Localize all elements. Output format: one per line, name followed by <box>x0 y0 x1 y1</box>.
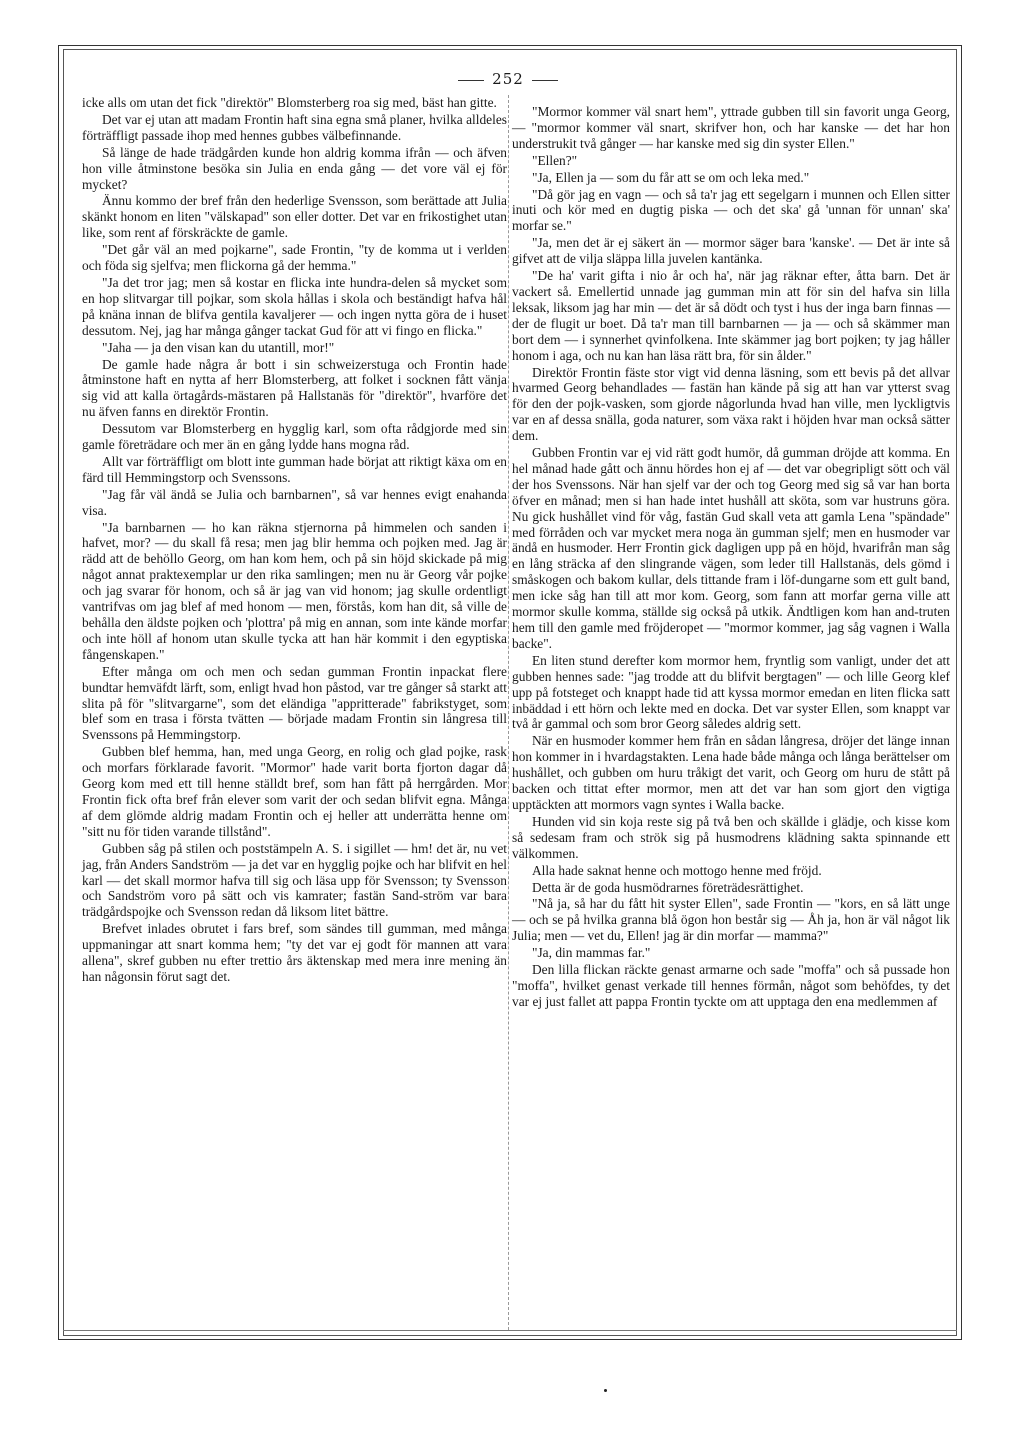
paragraph: "Ja det tror jag; men så kostar en flicka inte hundra-delen så mycket som en hop slitvargar till pojkar, som skola hållas i skola och beständigt hafva hål på knäna innan de blifva gentila kavaljerer — och ingen nytta göra de i huset dessutom. Nej, jag har många gånger tackat Gud för att vi fingo en flicka." <box>82 274 507 338</box>
paragraph: Gubben blef hemma, han, med unga Georg, en rolig och glad pojke, rask och morfars förklarade favorit. "Mormor" hade varit borta fjorton dagar då Georg kom med ett till henne ställdt bref, som han fått på herrgården. Mor Frontin fick ofta bref från elever som varit der och sedan blifvit egna. Många af dem glömde aldrig madam Frontin och ej heller att underrätta henne om "sitt nu för tiden varande tillstånd". <box>82 744 507 839</box>
paragraph: Efter många om och men och sedan gumman Frontin inpackat flere bundtar hemväfdt lärft, som, enligt hvad hon påstod, var tre gånger så starkt att slita på för "slitvargarne", som det eländiga "appritterade" fabrikstyget, som blef som en trasa i första tvätten — började madam Frontin sin långresa till Svenssons på Hemmingstorp. <box>82 663 507 743</box>
paragraph: "De ha' varit gifta i nio år och ha', när jag räknar efter, åtta barn. Det är vackert så. Emellertid unnade jag gumman min att för sin del hafva sin lilla leksak, liksom jag har min — det är så dödt och tyst i hus der inga barn finnas — der de flugit ur boet. Då ta'r man till barnbarnen — ja — och så skämmer man bort dem — i synnerhet qvinfolkena. Inte skämmer jag bort pojken; ty jag håller honom i aga, och nu kan han läsa rätt bra, för sin ålder." <box>512 268 950 363</box>
dash-left <box>458 80 484 81</box>
paragraph: Det var ej utan att madam Frontin haft sina egna små planer, hvilka alldeles förträffligt passade ihop med hennes gubbes välbefinnande. <box>82 111 507 143</box>
paragraph: "Ja, din mammas far." <box>532 945 651 961</box>
page-number-header <box>0 70 1016 88</box>
paragraph: "Ja, Ellen ja — som du får att se om och leka med." <box>532 169 810 185</box>
paragraph: När en husmoder kommer hem från en sådan långresa, dröjer det länge innan hon kommer in i hvardagstakten. Lena hade både många och långa berättelser om hushållet, och gubben om huru tråkigt det varit, och Georg om huru de stått på backen och tittat efter mormor, men att det var han som gjort den vigtiga upptäckten att mormors vagn syntes i Walla backe. <box>512 733 950 812</box>
paragraph: "Ja barnbarnen — ho kan räkna stjernorna på himmelen och sanden i hafvet, mor? — du skall få resa; men jag blir hemma och pojken med. Jag är rädd att de behöllo Georg, om han kom hem, och på sin höjd skickade på mig något annat praktexemplar ur den rika samlingen; men nu är Georg vår pojke och jag svarar för honom, och så är jag van vid honom; jag skulle ordentligt vantrifvas om jag blef af med honom — men, förstås, kom han dit, så ville de behålla den äldste pojken och 'plottra' på mig en annan, som inte kände morfar och inte höll af honom utan skulle tycka att han här kommit i den egyptiska fångenskapen." <box>82 519 507 662</box>
paragraph: Detta är de goda husmödrarnes företrädesrättighet. <box>532 879 804 895</box>
paragraph: Så länge de hade trädgården kunde hon aldrig komma ifrån — och äfven hon ville åtminstone besöka sin Julia en enda gång — det vore väl ej för mycket? <box>82 144 507 192</box>
paragraph: De gamle hade några år bott i sin schweizerstuga och Frontin hade åtminstone haft en nytta af herr Blomsterberg, att folket i socknen fått vänja sig vid att kalla örtagårds-mästaren på Hallstanäs för "direktör", hvarföre det nu äfven fanns en direktör Frontin. <box>82 356 507 420</box>
paragraph: Den lilla flickan räckte genast armarne och sade "moffa" och så pussade hon "moffa", hvilket genast verkade till hennes förmån, något som behöfdes, ty det var ej just fallet att pappa Frontin tyckte om att upptaga den ena medlemmen af <box>512 962 950 1009</box>
paragraph: "Jag får väl ändå se Julia och barnbarnen", så var hennes evigt enahanda visa. <box>82 486 507 518</box>
scan-speck <box>604 1389 607 1392</box>
paragraph: Alla hade saknat henne och mottogo henne med fröjd. <box>532 862 822 878</box>
dash-right <box>532 80 558 81</box>
paragraph: Ännu kommo der bref från den hederlige Svensson, som berättade att Julia skänkt honom en liten "välskapad" son eller dotter. Det var en frikostighet utan like, som rent af förskräckte de gamle. <box>82 193 507 241</box>
paragraph: "Ellen?" <box>532 152 578 168</box>
bottom-rule <box>63 1330 957 1331</box>
column-divider <box>508 95 509 1330</box>
paragraph: "Det går väl an med pojkarne", sade Frontin, "ty de komma ut i verlden och föda sig sjelfva; men flickorna gå der hemma." <box>82 242 507 274</box>
page-number: 252 <box>492 70 524 88</box>
paragraph: En liten stund derefter kom mormor hem, fryntlig som vanligt, under det att gubben hennes sade: "jag trodde att du blifvit bergtagen" — och lille Georg klef upp på fotsteget och knappt hade tid att kyssa mormor emedan en liten flicka satt inbäddad i ett hörn och lekte med en docka. Det var syster Ellen, som knappt var två år gammal och som bror Georg således aldrig sett. <box>512 652 950 732</box>
right-column <box>512 104 950 1011</box>
paragraph: icke alls om utan det fick "direktör" Blomsterberg roa sig med, bäst han gitte. <box>82 95 497 110</box>
left-column <box>82 95 507 986</box>
paragraph: "Då gör jag en vagn — och så ta'r jag ett segelgarn i munnen och Ellen sitter inuti och kör med en dugtig piska — och det ska' gå 'unnan för unnan' ska' morfar se." <box>512 186 950 234</box>
paragraph: Gubben Frontin var ej vid rätt godt humör, då gumman dröjde att komma. En hel månad hade gått och ännu hördes hon ej af — det var obegripligt sött och väl der hos Svenssons. När han sjelf var der och tog Georg med sig så var han borta öfver en månad; men si han hade intet hushåll att sköta, som var hustruns göra. Nu gick hushållet vind för våg, fastän Gud skall veta att gamla Lena "spändade" med förråden och var mycket mera noga än gumman sjelf; men en husmoder var ändå en husmoder. Herr Frontin gick dagligen upp på en höjd, hvarifrån man såg en lång sträcka af den slingrande vägen, som leder till Hallstanäs, dels gömd i småskogen och bakom kullar, dels tittande fram i löf-dungarne som ett gult band, men icke såg han till att mor kom. Georg, som fann att morfar gerna ville att mormor skulle komma, ställde sig också på utkik. Ändtligen kom han and-truten hem till den gamle med fröjderopet — "mormor kommer, jag såg vagnen i Walla backe". <box>512 445 950 651</box>
paragraph: Allt var förträffligt om blott inte gumman hade börjat att riktigt käxa om en färd till Hemmingstorp och Svenssons. <box>82 453 507 485</box>
paragraph: "Nå ja, så har du fått hit syster Ellen", sade Frontin — "kors, en så lätt unge — och se på hvilka granna blå ögon hon består sig — Åh ja, hon är väl något lik Julia; men — vet du, Ellen! jag är din morfar — mamma?" <box>512 896 950 944</box>
paragraph: Dessutom var Blomsterberg en hygglig karl, som ofta rådgjorde med sin gamle företrädare och mer än en gång lydde hans mogna råd. <box>82 421 507 453</box>
paragraph: "Jaha — ja den visan kan du utantill, mor!" <box>102 339 335 355</box>
paragraph: "Ja, men det är ej säkert än — mormor säger bara 'kanske'. — Det är inte så gifvet att de vilja släppa lilla juvelen kantänka. <box>512 235 950 267</box>
paragraph: Brefvet inlades obrutet i fars bref, som sändes till gumman, med många uppmaningar att snart komma hem; "ty det var ej godt för mannen att vara allena", skref gubben nu efter trettio års äktenskap med mera inre mening än han någonsin förut sagt det. <box>82 921 507 984</box>
paragraph: Gubben såg på stilen och poststämpeln A. S. i sigillet — hm! det är, nu vet jag, från Anders Sandström — ja det var en hygglig pojke och har blifvit en hel karl — det skall mormor hafva till sig och läsa upp för Svensson; ty Svensson och Sandström voro på sätt och vis kamrater; fastän Sand-ström var bara trädgårdspojke och Svensson redan då liksom litet bättre. <box>82 840 507 920</box>
paragraph: Hunden vid sin koja reste sig på två ben och skällde i glädje, och kisse kom så sedesam fram och strök sig på husmodrens klädning sakta spinnande ett välkommen. <box>512 813 950 861</box>
paragraph: "Mormor kommer väl snart hem", yttrade gubben till sin favorit unga Georg, — "mormor kommer väl snart, skrifver hon, och har kanske — det har hon understrukit två gånger — har kanske med sig din syster Ellen." <box>512 104 950 151</box>
paragraph: Direktör Frontin fäste stor vigt vid denna läsning, som ett bevis på det allvar hvarmed Georg behandlades — fastän han kände på sig att han var ytterst svag för den der pojk-vasken, som gjorde någorlunda hvad han ville, men lyckligtvis var en af dessa snälla, goda naturer, som växa rakt i höjden hvar man också sätter dem. <box>512 364 950 444</box>
